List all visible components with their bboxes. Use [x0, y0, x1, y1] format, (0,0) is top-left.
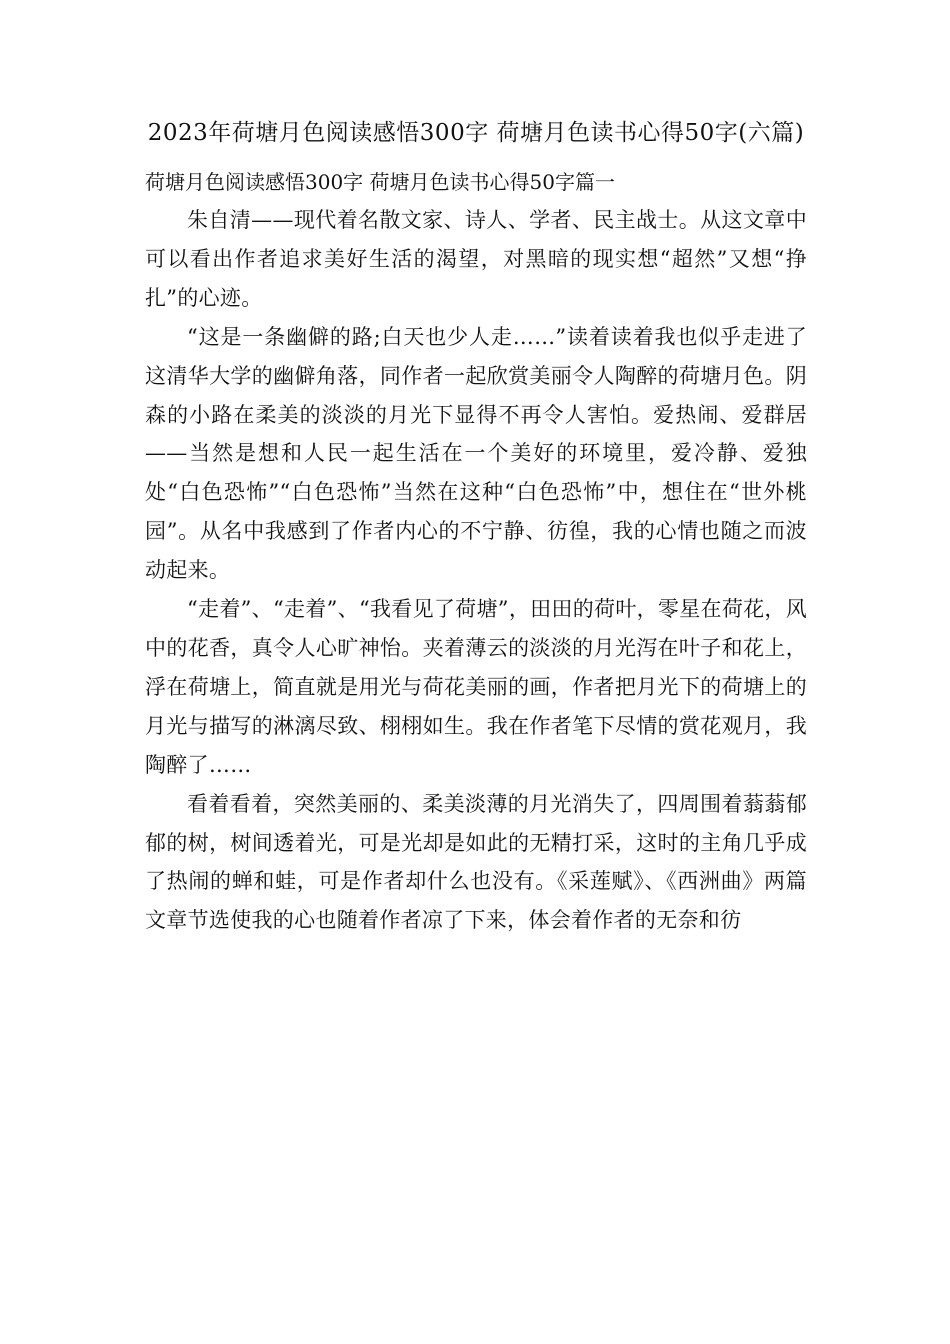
- paragraph: 朱自清——现代着名散文家、诗人、学者、民主战士。从这文章中可以看出作者追求美好生活的渴望，对黑暗的现实想“超然”又想“挣扎”的心迹。: [145, 208, 807, 310]
- paragraph: “走着”、“走着”、“我看见了荷塘”，田田的荷叶，零星在荷花，风中的花香，真令人心旷神怡。夹着薄云的淡淡的月光泻在叶子和花上，浮在荷塘上，简直就是用光与荷花美丽的画，作者把月光下的荷塘上的月光与描写的淋漓尽致、栩栩如生。我在作者笔下尽情的赏花观月，我陶醉了……: [145, 597, 808, 777]
- paragraph: 看着看着，突然美丽的、柔美淡薄的月光消失了，四周围着蓊蓊郁郁的树，树间透着光，可是光却是如此的无精打采，这时的主角几乎成了热闹的蝉和蛙，可是作者却什么也没有。《采莲赋》、《西洲曲》两篇文章节选使我的心也随着作者凉了下来，体会着作者的无奈和彷: [145, 791, 807, 933]
- paragraph: “这是一条幽僻的路;白天也少人走……”读着读着我也似乎走进了这清华大学的幽僻角落，同作者一起欣赏美丽令人陶醉的荷塘月色。阴森的小路在柔美的淡淡的月光下显得不再令人害怕。爱热闹、爱群居——当然是想和人民一起生活在一个美好的环境里，爱冷静、爱独处“白色恐怖”“白色恐怖”当然在这种“白色恐怖”中，想住在“世外桃园”。从名中我感到了作者内心的不宁静、彷徨，我的心情也随之而波动起来。: [145, 324, 807, 583]
- section-heading: 荷塘月色阅读感悟300字 荷塘月色读书心得50字篇一: [145, 170, 615, 194]
- document-title: 2023年荷塘月色阅读感悟300字 荷塘月色读书心得50字(六篇): [147, 120, 805, 146]
- document-body: [145, 112, 807, 940]
